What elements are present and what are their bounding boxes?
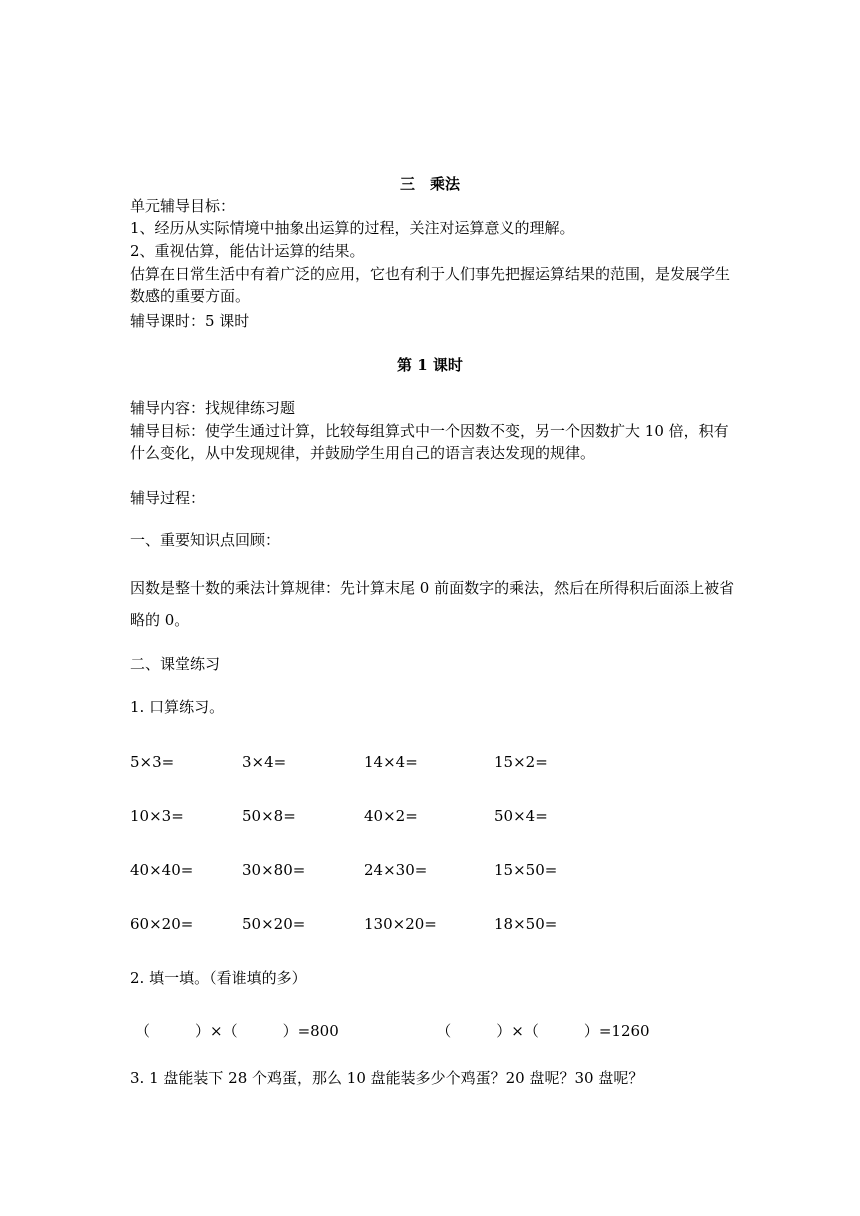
lesson-process: 辅导过程： bbox=[130, 489, 206, 507]
unit-hours: 辅导课时：5 课时 bbox=[130, 312, 250, 330]
section-review-text: 因数是整十数的乘法计算规律：先计算末尾 0 前面数字的乘法，然后在所得积后面添上被省略的 0。 bbox=[130, 579, 735, 629]
calc-row bbox=[130, 752, 730, 772]
question-1: 1. 口算练习。 bbox=[130, 698, 225, 716]
calc-item: 50×4= bbox=[494, 807, 548, 825]
calc-item: 130×20= bbox=[364, 915, 437, 933]
calc-item: 50×20= bbox=[242, 915, 306, 933]
unit-goal-1: 1、经历从实际情境中抽象出运算的过程，关注对运算意义的理解。 bbox=[130, 219, 575, 237]
fill-in-blanks: （ ）×（ ）=800 （ ）×（ ）=1260 bbox=[135, 1022, 650, 1040]
lesson-content: 辅导内容：找规律练习题 bbox=[130, 399, 296, 417]
calc-item: 50×8= bbox=[242, 807, 296, 825]
section-practice-heading: 二、课堂练习 bbox=[130, 655, 221, 673]
calc-item: 14×4= bbox=[364, 753, 418, 771]
lesson-title: 第 1 课时 bbox=[397, 356, 463, 374]
chapter-title: 三 乘法 bbox=[399, 175, 460, 193]
calc-item: 40×40= bbox=[130, 861, 194, 879]
calc-item: 40×2= bbox=[364, 807, 418, 825]
lesson-goal: 辅导目标：使学生通过计算，比较每组算式中一个因数不变，另一个因数扩大 10 倍，积有什么变化，从中发现规律，并鼓励学生用自己的语言表达发现的规律。 bbox=[130, 422, 729, 462]
calc-item: 10×3= bbox=[130, 807, 184, 825]
unit-goal-heading: 单元辅导目标： bbox=[130, 197, 236, 215]
unit-goal-note: 估算在日常生活中有着广泛的应用，它也有利于人们事先把握运算结果的范围，是发展学生数感的重要方面。 bbox=[130, 265, 731, 305]
section-review-heading: 一、重要知识点回顾： bbox=[130, 531, 281, 549]
calc-item: 60×20= bbox=[130, 915, 194, 933]
calc-row bbox=[130, 860, 730, 880]
calc-row bbox=[130, 806, 730, 826]
calc-item: 15×2= bbox=[494, 753, 548, 771]
question-2: 2. 填一填。（看谁填的多） bbox=[130, 969, 307, 987]
calc-item: 18×50= bbox=[494, 915, 558, 933]
calc-item: 24×30= bbox=[364, 861, 428, 879]
calc-item: 3×4= bbox=[242, 753, 287, 771]
calc-item: 30×80= bbox=[242, 861, 306, 879]
calc-item: 15×50= bbox=[494, 861, 558, 879]
calc-item: 5×3= bbox=[130, 753, 175, 771]
question-3: 3. 1 盘能装下 28 个鸡蛋，那么 10 盘能装多少个鸡蛋？20 盘呢？30 盘呢？ bbox=[130, 1069, 644, 1087]
calc-row bbox=[130, 914, 730, 934]
unit-goal-2: 2、重视估算，能估计运算的结果。 bbox=[130, 242, 365, 260]
